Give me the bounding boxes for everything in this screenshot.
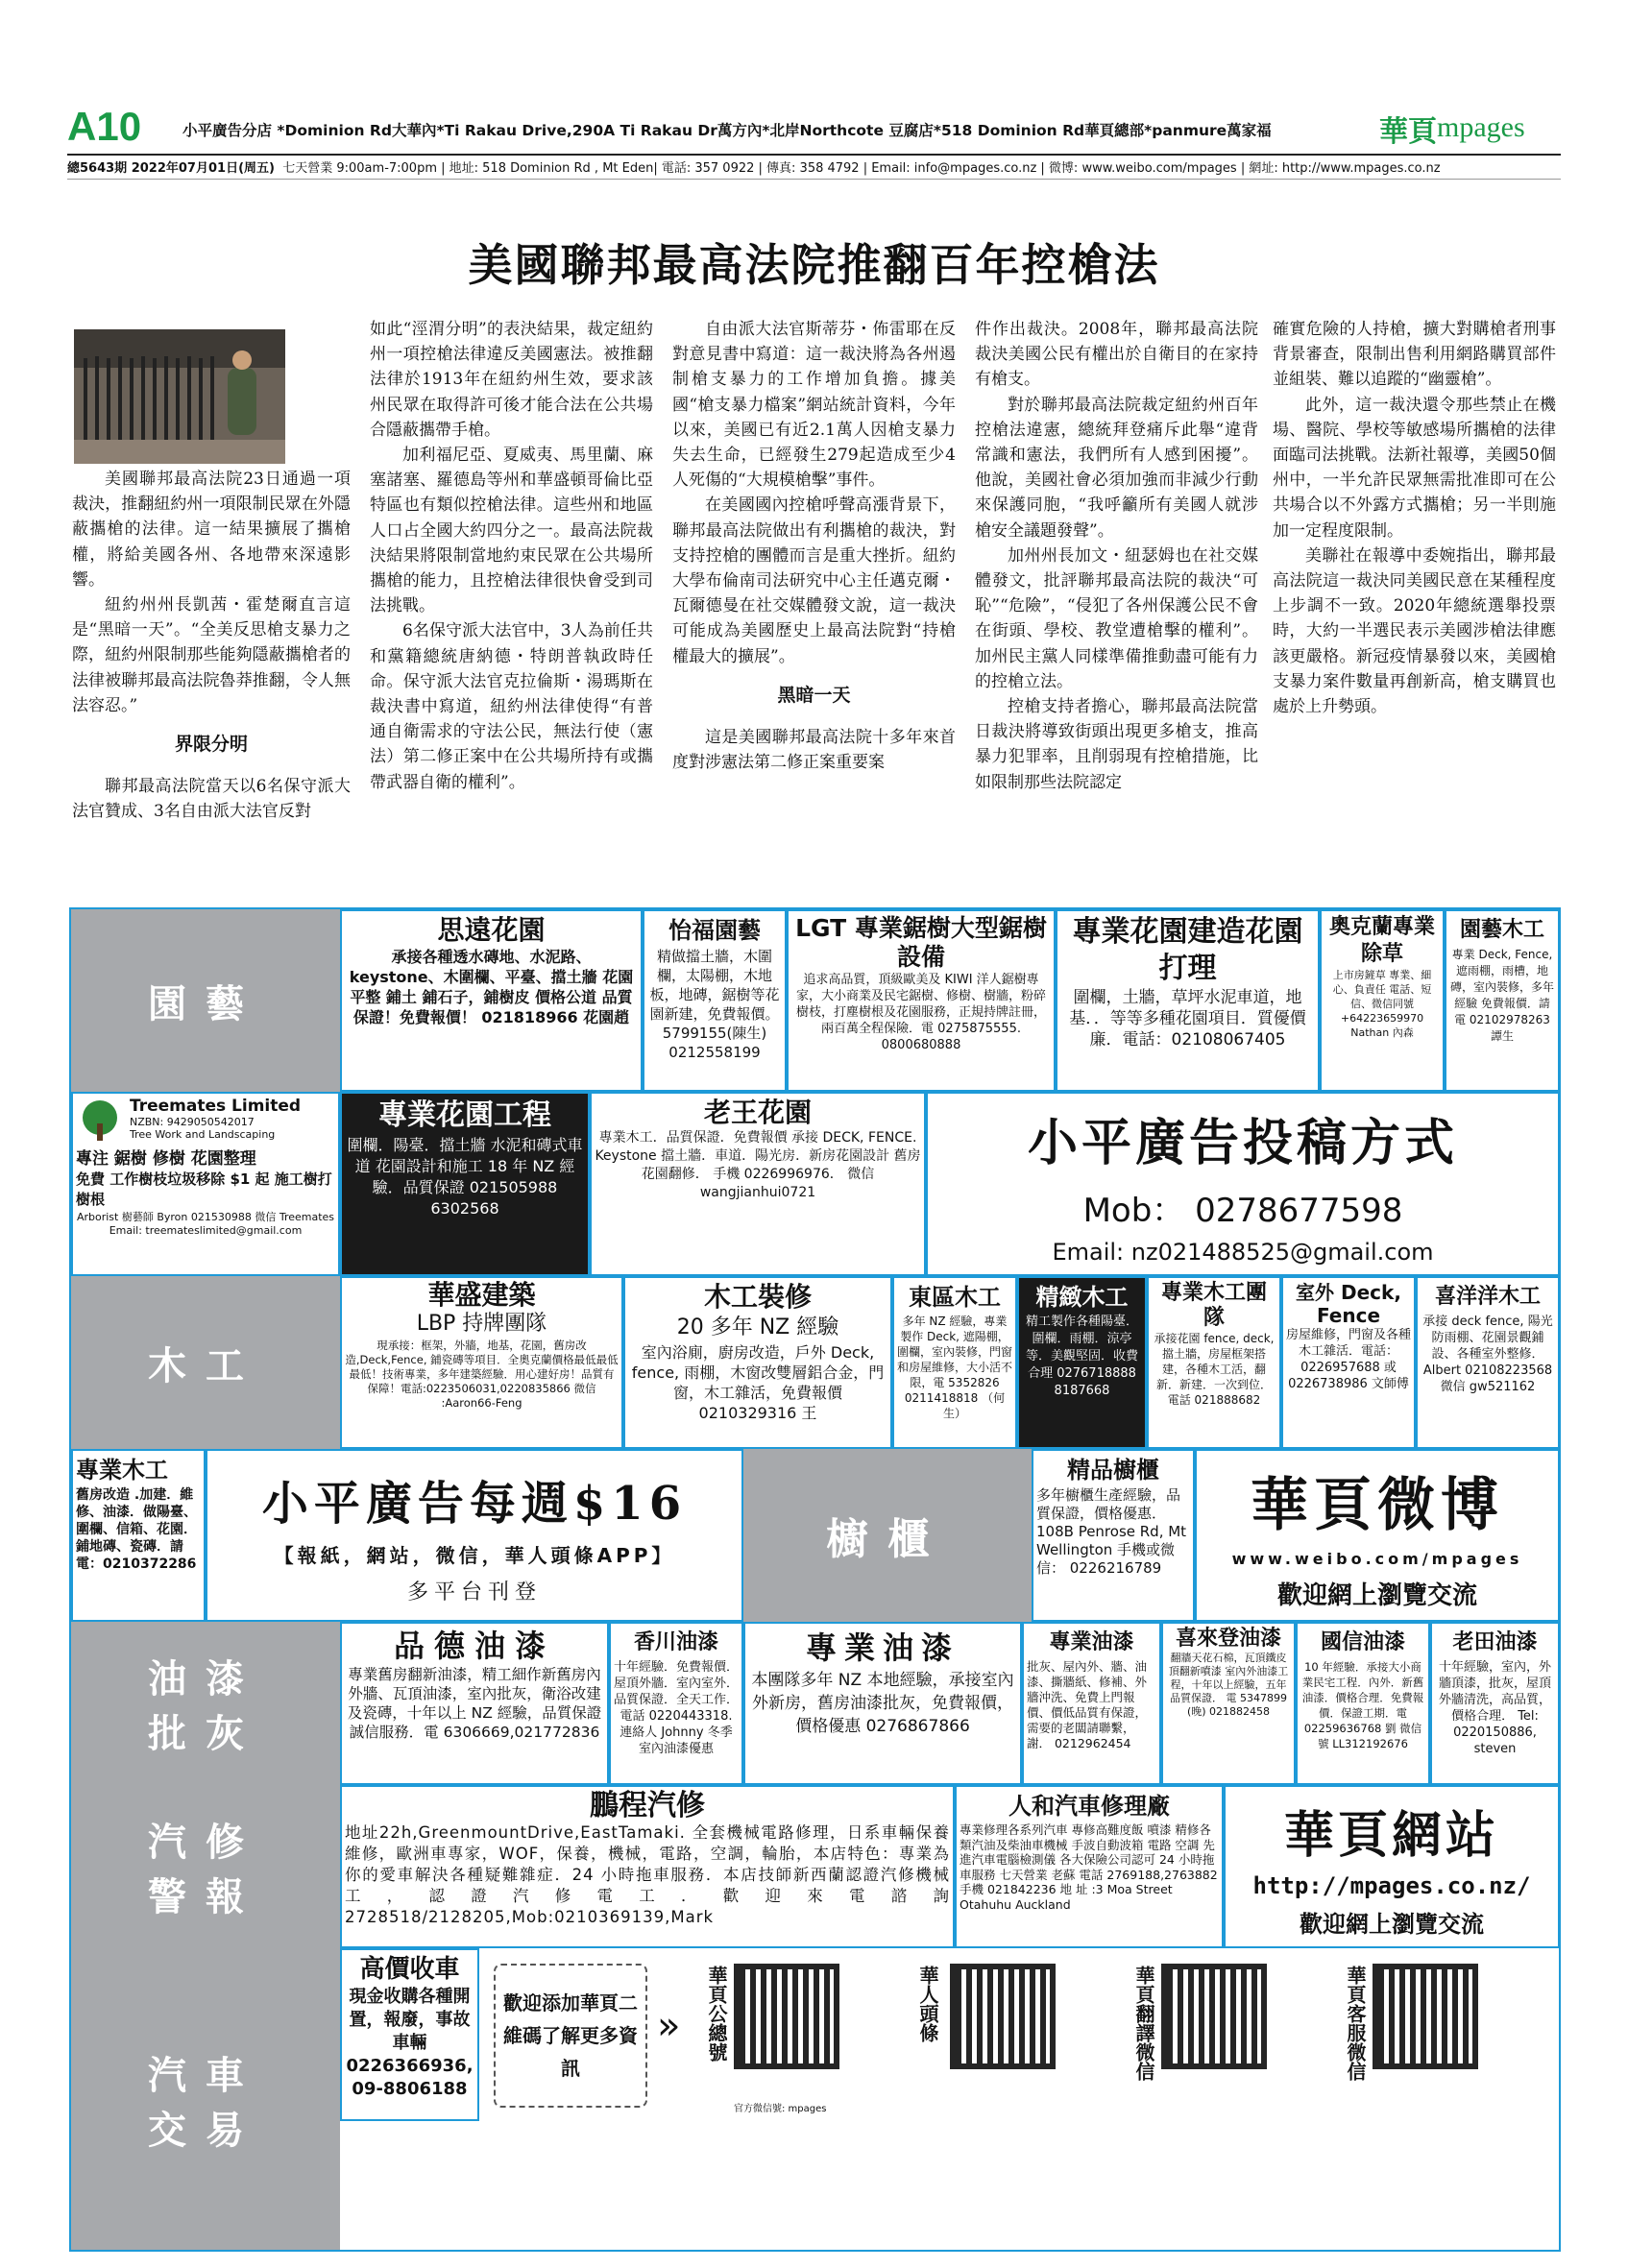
header-rule [67, 154, 1561, 156]
ad-title: 專業花園工程 [378, 1098, 551, 1132]
header-info [67, 157, 1441, 176]
qr-label-1: 華頁公總號 [705, 1966, 728, 2062]
ad-nzbn: NZBN: 9429050542017 [130, 1116, 255, 1128]
ad-lgt-tree [787, 909, 1056, 1092]
qr-code-icon [1161, 1964, 1267, 2069]
ad-submission [926, 1092, 1560, 1276]
article-column-1 [72, 467, 351, 864]
ad-laotian-paint [1430, 1622, 1560, 1785]
category-car-trade [71, 1948, 340, 2252]
ad-body: 房屋維修，門窗及各種木工雜活．電話：0226957688 或 0226738986 文師傅 [1286, 1328, 1412, 1391]
ad-title: 香川油漆 [633, 1630, 718, 1654]
category-carpentry: 木工 [71, 1276, 340, 1449]
paragraph: 6名保守派大法官中，3人為前任共和黨籍總統唐納德・特朗普執政時任命。保守派大法官克拉倫斯・湯瑪斯在裁決書中寫道，紐約州法律使得“有普通自衛需求的守法公民，無法行使（憲法）第二修正案中在公共場所持有或攜帶武器自衛的權利”。 [370, 621, 653, 792]
paragraph: 紐約州州長凱茜・霍楚爾直言這是“黑暗一天”。“全美反思槍支暴力之際，紐約州限制那些能夠隱蔽攜槍者的法律被聯邦最高法院魯莽推翻，令人無法容忍。” [72, 595, 351, 715]
ad-pinde-paint [340, 1622, 609, 1785]
ad-mobile: Mob： 0278677598 [1082, 1192, 1403, 1230]
category-garden: 園藝 [71, 909, 340, 1092]
ad-title: 專業油漆 [805, 1629, 960, 1666]
branch-list: 小平廣告分店 *Dominion Rd大華內*Ti Rakau Drive,290A Ti Rakau Dr萬方內*北岸Northcote 豆腐店*518 Dominion Rd華頁總部*panmure萬家福 [182, 122, 1272, 139]
qr-label-4: 華頁客服微信 [1344, 1966, 1367, 2081]
ad-body: 批灰、屋內外、牆、油漆、撕牆紙、修補、外牆沖洗、免費上門報價、價低品質有保證，需要的老闆請聯繫，謝． 0212962454 [1027, 1659, 1148, 1750]
category-car-1: 汽車 [148, 2054, 263, 2098]
ad-website [1224, 1785, 1560, 1948]
paragraph: 這是美國聯邦最高法院十多年來首度對涉憲法第二修正案重要案 [672, 728, 956, 773]
qr-code-1[interactable] [734, 1964, 839, 2073]
ad-title: 華頁網站 [1283, 1806, 1499, 1865]
ad-body: 10 年經驗．承接大小商業民宅工程．內外．新舊油漆．價格合理．免費報價．保證工期．電 02259636768 劉 微信號 LL312192676 [1301, 1660, 1424, 1750]
ad-title: 專業木工團隊 [1160, 1281, 1267, 1330]
ad-title: 怡福園藝 [668, 917, 761, 944]
ad-body: 十年經驗，室內，外牆頂漆，批灰，屋頂外牆清洗，高品質，價格合理． Tel: 0220150886, steven [1438, 1660, 1551, 1756]
ad-body: 圍欄，土牆，草坪水泥車道，地基．．等等多種花園項目．質優價廉．電話：02108067405 [1069, 988, 1306, 1050]
ad-auckland-weeding [1320, 909, 1445, 1092]
ad-title: 華頁微博 [1251, 1472, 1504, 1539]
category-paint-1: 油漆 [148, 1657, 263, 1701]
ad-title: 木工裝修 [703, 1281, 812, 1313]
qr-invite: 歡迎添加華頁二維碼了解更多資訊 [494, 1964, 647, 2108]
ad-pro-carpentry-team [1147, 1276, 1281, 1449]
ad-title: 室外 Deck, Fence [1296, 1281, 1401, 1327]
paragraph: 此外，這一裁決還令那些禁止在機場、醫院、學校等敏感場所攜槍的法律面臨司法挑戰。法新社報導，美國50個州中，一半允許民眾無需批准即可在公共場合以不外露方式攜槍；另一半則施加一定程度限制。 [1273, 395, 1556, 541]
ad-siyuan-garden [340, 909, 643, 1092]
category-car-2: 交易 [148, 2109, 263, 2153]
ad-pro-carpentry [71, 1449, 206, 1622]
ad-url: www.weibo.com/mpages [1231, 1550, 1523, 1568]
ad-title: 品德油漆 [393, 1628, 555, 1664]
ad-email: Email: nz021488525@gmail.com [1052, 1239, 1434, 1266]
paragraph: 美聯社在報導中委婉指出，聯邦最高法院這一裁決同美國民意在某種程度上步調不一致。2020年總統選舉投票時，大約一半選民表示美國涉槍法律應該更嚴格。新冠疫情暴發以來，美國槍支暴力案件數量再創新高，槍支購買也處於上升勢頭。 [1273, 545, 1556, 717]
ad-title: 鵬程汽修 [590, 1789, 705, 1822]
ad-body: 承接 deck fence, 陽光防雨棚、花園景觀鋪設、各種室外整修． Albert 02108223568 微信 gw521162 [1422, 1315, 1553, 1394]
double-chevron-icon: » [657, 2004, 681, 2048]
article-column-4 [975, 317, 1258, 864]
qr-label-2: 華人頭條 [916, 1966, 939, 2042]
ad-title: 精緻木工 [1035, 1284, 1129, 1311]
article-column-2 [370, 317, 653, 864]
ad-body: 多年櫥櫃生產經驗，品質保證，價格優惠． 108B Penrose Rd, Mt Wellington 手機或微信： 0226216789 [1036, 1486, 1187, 1577]
ad-weibo [1195, 1449, 1560, 1622]
ad-garden-build [1056, 909, 1320, 1092]
ad-body: 專業修理各系列汽車 專修高難度飯 噴漆 精修各類汽油及柴油車機械 手波自動波箱 電路 空調 先進汽車電腦檢測儀 各大保險公司認可 24 小時拖車服務 七天營業 老蘇 電話 2769188,2763882 手機 021842236 地 址 :3 Moa Street Otahuhu Auckland [960, 1822, 1218, 1912]
ad-title: 精品櫥櫃 [1067, 1457, 1159, 1484]
ad-body: 多年 NZ 經驗，專業製作 Deck, 遮陽棚，圍欄，室內裝修，門窗和房屋維修，大小活不限，電 5352826 0211418818 （何生） [897, 1315, 1013, 1420]
qr-code-3[interactable] [1161, 1964, 1267, 2073]
paragraph: 自由派大法官斯蒂芬・佈雷耶在反對意見書中寫道：這一裁決將為各州遏制槍支暴力的工作增加負擔。據美國“槍支暴力檔案”網站統計資料，今年以來，美國已有近2.1萬人因槍支暴力失去生命，已經發生279起造成至少4人死傷的“大規模槍擊”事件。 [672, 320, 956, 491]
category-cabinet: 櫥櫃 [743, 1449, 1032, 1622]
ad-title: 小平廣告每週$16 [261, 1476, 688, 1531]
qr-code-4[interactable] [1373, 1964, 1478, 2073]
ad-body: 精做擋土牆，木圍欄，太陽棚，木地板，地磚，鋸樹等花園新建，免費報價。 5799155(陳生) 0212558199 [649, 948, 780, 1061]
ad-body: 十年經驗．免費報價．屋頂外牆．室內室外．品質保證．全天工作．電話 0220443318. 連絡人 Johnny 冬季室內油漆優惠 [614, 1660, 740, 1756]
ad-title: 專業油漆 [1049, 1630, 1134, 1654]
ad-subtitle: LBP 持牌團隊 [416, 1312, 547, 1336]
ad-pro-paint-2 [1022, 1622, 1161, 1785]
ad-garden-carpentry [1445, 909, 1560, 1092]
ad-offer: 免費 工作樹枝垃圾移除 $1 起 施工樹打樹根 [76, 1170, 332, 1208]
ad-body: 室內浴廁，廚房改造，戶外 Deck, fence, 雨棚，木窗改雙層鋁合金，門窗，木工雜活，免費報價 0210329316 王 [631, 1343, 885, 1422]
ad-email: Email: treemateslimited@gmail.com [109, 1224, 303, 1237]
ad-body: 專業木工．品質保證．免費報價 承接 DECK, FENCE. Keystone 擋土牆．車道．陽光房．新房花園設計 舊房花園翻修． 手機 0226996976． 微信 wangjianhui0721 [595, 1130, 921, 1200]
qr-caption-1: 官方微信號: mpages [734, 2104, 827, 2114]
ad-pro-paint [743, 1622, 1022, 1785]
ad-body: 專業舊房翻新油漆，精工細作新舊房內外牆、瓦頂油漆，室內批灰，衛浴改建及瓷磚，十年以上 NZ 經驗，品質保證誠信服務．電 6306669,021772836 [347, 1666, 602, 1741]
ad-title: 專業木工 [76, 1457, 168, 1484]
classified-ads [69, 907, 1561, 2252]
ad-title: 國信油漆 [1320, 1630, 1405, 1654]
qr-code-icon [1373, 1964, 1478, 2069]
ad-xiangchuan-paint [609, 1622, 743, 1785]
ad-title: 小平廣告投稿方式 [1027, 1115, 1458, 1172]
ad-body: 承接花園 fence, deck, 擋土牆，房屋框架搭建，各種木工活，翻新．新建．一次到位． 電話 021888682 [1154, 1332, 1275, 1407]
qr-label-3: 華頁翻譯微信 [1132, 1966, 1155, 2081]
ad-car-buying [340, 1948, 479, 2121]
ad-title: 園藝木工 [1459, 918, 1544, 942]
ad-body: 翻牆天花石棉，瓦頂鐵皮頂翻新噴漆 室內外油漆工程，十年以上經驗，五年品質保證． 電 5347899 (晚) 021882458 [1168, 1652, 1289, 1718]
paragraph: 美國聯邦最高法院23日通過一項裁決，推翻紐約州一項限制民眾在外隱蔽攜槍的法律。這一結果擴展了攜槍權，將給美國各州、各地帶來深遠影響。 [72, 470, 351, 590]
tree-logo-icon [76, 1097, 124, 1145]
ad-body: 現承接：框架，外牆，地基，花園，舊房改造,Deck,Fence, 鋪瓷磚等項目．全奧克蘭價格最低最低最低！技術專業，多年建築經驗．用心建好房！品質有保障！電話:0223506031,0220835866 微信 :Aaron66-Feng [345, 1339, 619, 1410]
article-column-5 [1273, 317, 1556, 864]
ad-caption: 歡迎網上瀏覽交流 [1300, 1911, 1484, 1938]
ad-title: 喜洋洋木工 [1434, 1285, 1541, 1309]
ad-title: 人和汽車修理廠 [1008, 1793, 1170, 1820]
paragraph: 件作出裁決。2008年，聯邦最高法院裁決美國公民有權出於自衛目的在家持有槍支。 [975, 320, 1258, 390]
ad-body: 舊房改造 .加建．維修、油漆．做陽臺、圍欄、信箱、花園．鋪地磚、瓷磚．請電：0210372286 [76, 1487, 197, 1572]
paragraph: 加州州長加文・紐瑟姆也在社交媒體發文，批評聯邦最高法院的裁決“可恥”“危險”，“侵犯了各州保護公民不會在街頭、學校、教堂遭槍擊的權利”。加州民主黨人同樣準備推動盡可能有力的控槍立法。 [975, 545, 1258, 691]
category-paint [71, 1622, 340, 1785]
ad-title: 思遠花園 [437, 914, 546, 946]
ad-title: 喜來登油漆 [1175, 1627, 1281, 1651]
ad-east-carpentry [892, 1276, 1017, 1449]
ad-body: 圍欄．陽臺．擋土牆 水泥和磚式車道 花園設計和施工 18 年 NZ 經驗．品質保證 021505988 6302568 [347, 1136, 583, 1218]
ad-title: 高價收車 [359, 1955, 460, 1984]
ad-body: 本團隊多年 NZ 本地經驗，承接室內外新房，舊房油漆批灰，免費報價，價格優惠 0276867866 [751, 1671, 1014, 1736]
ad-body: 專業 Deck, Fence, 遮雨棚，雨槽，地磚，室內裝修，多年經驗 免費報價．請電 02102978263 譚生 [1449, 948, 1554, 1043]
category-auto-2: 警報 [148, 1875, 263, 1919]
article-photo [74, 329, 285, 464]
qr-code-icon [734, 1964, 839, 2069]
contact-info: 七天營業 9:00am-7:00pm | 地址: 518 Dominion Rd , Mt Eden| 電話: 357 0922 | 傳真: 358 4792 | Email: info@mpages.co.nz | 微博: www.weibo.com/mpages | 網址: http://www.mpages.co.nz [282, 161, 1441, 176]
paragraph: 確實危險的人持槍，擴大對購槍者刑事背景審查，限制出售利用網路購買部件並組裝、難以追蹤的“幽靈槍”。 [1273, 320, 1556, 390]
ad-pengcheng-auto [340, 1785, 955, 1948]
ad-weekly-price [206, 1449, 743, 1622]
ad-fine-carpentry [1017, 1276, 1147, 1449]
ad-body: 精工製作各種陽臺．圍欄．雨棚．涼亭等．美觀堅固．收費合理 0276718888 8187668 [1025, 1315, 1138, 1398]
ad-carpentry-reno [623, 1276, 892, 1449]
ad-title: 華盛建築 [427, 1279, 536, 1311]
subheading: 黑暗一天 [777, 684, 851, 706]
subheading: 界限分明 [174, 734, 248, 756]
ad-body: 【報紙，網站，微信，華人頭條APP】 [274, 1543, 675, 1567]
mpages-logo-text: mpages [1437, 111, 1525, 143]
ad-body: 上市房鏟草 專業、細心、負責任 電話、短信、微信同號 +64223659970 Nathan 內森 [1332, 969, 1432, 1039]
ad-subtitle: 20 多年 NZ 經驗 [676, 1315, 839, 1339]
paragraph: 在美國國內控槍呼聲高漲背景下，聯邦最高法院做出有利攜槍的裁決，對支持控槍的團體而言是重大挫折。紐約大學布倫南司法研究中心主任邁克爾・瓦爾德曼在社交媒體發文說，這一裁決可能成為美國歷史上最高法院對“持槍權最大的擴展”。 [672, 495, 956, 666]
category-paint-2: 批灰 [148, 1712, 263, 1756]
ad-body: 現金收購各種開置，報廢，事故車輛 0226366936, 09-8806188 [346, 1987, 474, 2099]
ad-renhe-auto [955, 1785, 1224, 1948]
ad-laowang-garden [590, 1092, 926, 1276]
ad-body: 追求高品質，頂級歐美及 KIWI 洋人鋸樹專家，大小商業及民宅鋸樹、修樹、樹牆，粉碎樹枝，打塵樹根及花園服務，正規持牌註冊，兩百萬全程保險．電 0275875555. 0800680888 [795, 973, 1046, 1052]
ad-pro-garden-eng [340, 1092, 590, 1276]
ad-title: 東區木工 [909, 1284, 1001, 1311]
ad-treemates [71, 1092, 340, 1276]
ad-xilaideng-paint [1161, 1622, 1296, 1785]
ad-caption: 多平台刊登 [406, 1580, 542, 1604]
ad-contact: Arborist 樹藝師 Byron 021530988 微信 Treemates [76, 1211, 335, 1223]
ad-subtitle: Tree Work and Landscaping [130, 1128, 276, 1141]
ad-url: http://mpages.co.nz/ [1252, 1872, 1531, 1899]
paragraph: 控槍支持者擔心，聯邦最高法院當日裁決將導致街頭出現更多槍支，推高暴力犯罪率，且削弱現有控槍措施，比如限制那些法院認定 [975, 697, 1258, 792]
article-column-3 [672, 317, 956, 864]
paragraph: 加利福尼亞、夏威夷、馬里蘭、麻塞諸塞、羅德島等州和華盛頓哥倫比亞特區也有類似控槍法律。這些州和地區人口占全國大約四分之一。最高法院裁決結果將限制當地約束民眾在公共場所攜槍的能力，且控槍法律很快會受到司法挑戰。 [370, 446, 653, 616]
ad-yifu-garden [643, 909, 787, 1092]
header-rule-2 [67, 179, 1561, 180]
ad-title: 老王花園 [703, 1097, 812, 1128]
ad-title: 專業花園建造花園打理 [1072, 915, 1303, 985]
ad-outdoor-deck [1281, 1276, 1416, 1449]
category-auto-repair [71, 1785, 340, 1948]
qr-code-2[interactable] [950, 1964, 1056, 2073]
category-auto-1: 汽修 [148, 1821, 263, 1865]
ad-title: 奧克蘭專業除草 [1328, 915, 1435, 966]
paragraph: 如此“涇渭分明”的表決結果，裁定紐約州一項控槍法律違反美國憲法。被推翻法律於1913年在紐約州生效，要求該州民眾在取得許可後才能合法在公共場合隱蔽攜帶手槍。 [370, 320, 653, 440]
ad-body: 承接各種透水磚地、水泥路、keystone、木圍欄、平臺、擋土牆 花園平整 鋪土 鋪石子，鋪樹皮 價格公道 品質保證！免費報價！ 021818966 花園趙 [349, 948, 634, 1026]
qr-code-icon [950, 1964, 1056, 2069]
ad-title: Treemates Limited [130, 1097, 302, 1116]
issue-date: 總5643期 2022年07月01日(周五) [67, 161, 275, 176]
paragraph: 聯邦最高法院當天以6名保守派大法官贊成、3名自由派大法官反對 [72, 777, 351, 822]
ad-title: 老田油漆 [1452, 1630, 1538, 1654]
page-number: A10 [67, 104, 142, 149]
ad-guoxin-paint [1296, 1622, 1430, 1785]
ad-huasheng [340, 1276, 623, 1449]
ad-fine-cabinet [1032, 1449, 1195, 1622]
ad-body: 地址22h,GreenmountDrive,EastTamaki. 全套機械電路修理，日系車輛保養維修，歐洲車專家，WOF，保養，機械，電路，空調，輪胎，本店特色：專業為你的愛車解決各種疑難雜症．24 小時拖車服務．本店技師新西蘭認證汽修機械工，認證汽修電工．歡迎來電諮詢 2728518/2128205,Mob:0210369139,Mark [345, 1823, 950, 1926]
ad-title: LGT 專業鋸樹大型鋸樹設備 [795, 914, 1047, 971]
ad-xiyangyang [1416, 1276, 1560, 1449]
article-headline: 美國聯邦最高法院推翻百年控槍法 [468, 239, 1160, 291]
mpages-logo-mark: 華頁 [1379, 115, 1437, 149]
ad-services: 專注 鋸樹 修樹 花園整理 [76, 1149, 256, 1169]
ad-caption: 歡迎網上瀏覽交流 [1276, 1581, 1477, 1610]
paragraph: 對於聯邦最高法院裁定紐約州百年控槍法違憲，總統拜登痛斥此舉“違背常識和憲法，我們所有人感到困擾”。他說，美國社會必須加強而非減少行動來保護同胞，“我呼籲所有美國人就涉槍安全議題發聲”。 [975, 395, 1258, 541]
